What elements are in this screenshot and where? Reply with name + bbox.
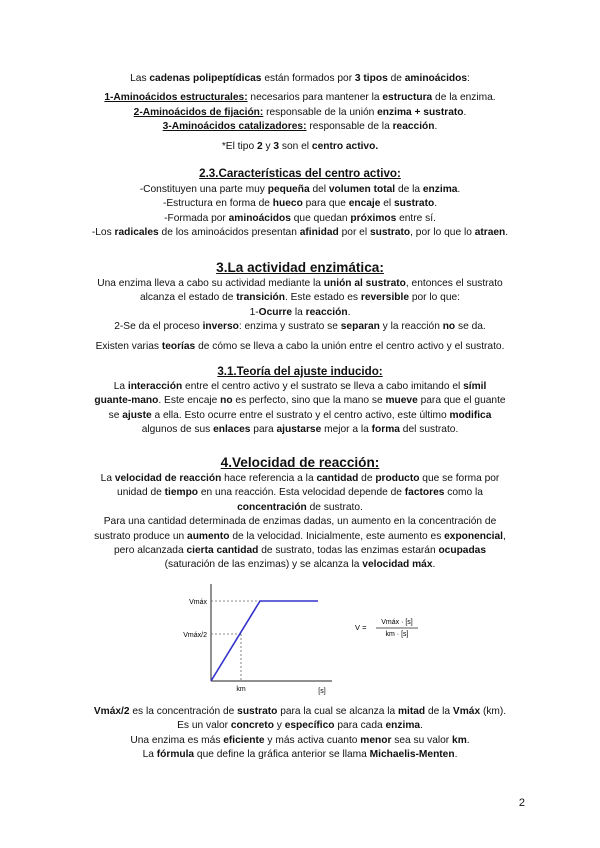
active-center-note: *El tipo 2 y 3 son el centro activo.	[221, 140, 379, 152]
section-3	[60, 259, 540, 354]
amino-type-3: 3-Aminoácidos catalizadores: responsable de la reacción.	[162, 121, 438, 133]
intro-line: Las cadenas polipeptídicas están formados por 3 tipos de aminoácidos:	[130, 73, 470, 84]
s4-line: La velocidad de reacción hace referencia a la cantidad de producto que se forma por	[100, 473, 500, 484]
s23-line: -Formada por aminoácidos que quedan próximos entre sí.	[164, 212, 436, 224]
s31-line: algunos de sus enlaces para ajustarse mejor a la forma del sustrato.	[141, 424, 459, 436]
after-line: Una enzima es más eficiente y más activa cuanto menor sea su valor km.	[130, 734, 470, 746]
s4-line: (saturación de las enzimas) y se alcanza la velocidad máx.	[164, 559, 436, 571]
section-3-heading: 3.La actividad enzimática:	[216, 260, 384, 275]
section-3-1-heading: 3.1.Teoría del ajuste inducido:	[217, 365, 383, 378]
s23-line: -Los radicales de los aminoácidos presentan afinidad por el sustrato, por lo que lo atraen.	[91, 227, 509, 239]
s4-line: sustrato produce un aumento de la velocidad. Inicialmente, este aumento es exponencial,	[94, 530, 506, 542]
amino-type-2: 2-Aminoácidos de fijación: responsable de la unión enzima + sustrato.	[133, 106, 467, 118]
s31-line: guante-mano. Este encaje no es perfecto, sino que la mano se mueve para que el guante	[94, 395, 506, 407]
km-explanation	[60, 705, 540, 763]
formula-lhs: V =	[355, 623, 367, 632]
section-4	[60, 454, 540, 573]
s3-line: 1-Ocurre la reacción.	[249, 306, 351, 318]
s3-line: 2-Se da el proceso inverso: enzima y sustrato se separan y la reacción no se da.	[114, 321, 486, 333]
intro-section	[60, 72, 540, 154]
s3-line: Existen varias teorías de cómo se lleva a cabo la unión entre el centro activo y el sustrato.	[95, 340, 505, 352]
km-axis-label: km	[236, 686, 246, 693]
section-3-1	[60, 364, 540, 438]
s31-line: La interacción entre el centro activo y el sustrato se lleva a cabo imitando el símil	[113, 381, 487, 392]
page-number: 2	[518, 797, 525, 809]
amino-type-1: 1-Aminoácidos estructurales: necesarios para mantener la estructura de la enzima.	[104, 92, 496, 104]
s4-line: pero alcanzada cierta cantidad de sustrato, todas las enzimas estarán ocupadas	[113, 545, 487, 557]
section-4-heading: 4.Velocidad de reacción:	[220, 455, 380, 470]
s3-line: Una enzima lleva a cabo su actividad mediante la unión al sustrato, entonces el sustrato	[97, 278, 503, 289]
vmax-axis-label: Vmáx	[189, 599, 207, 606]
section-2-3	[60, 166, 540, 241]
s3-line: alcanza el estado de transición. Este estado es reversible por lo que:	[139, 292, 460, 304]
s31-line: se ajuste a ella. Esto ocurre entre el sustrato y el centro activo, este último modifica	[108, 409, 492, 421]
michaelis-menten-graph	[160, 578, 460, 700]
section-2-3-heading: 2.3.Características del centro activo:	[199, 167, 401, 180]
s23-line: -Estructura en forma de hueco para que encaje el sustrato.	[162, 198, 438, 210]
after-line: La fórmula que define la gráfica anterior se llama Michaelis-Menten.	[142, 749, 458, 761]
after-line: Vmáx/2 es la concentración de sustrato para la cual se alcanza la mitad de la Vmáx (km).	[93, 706, 507, 717]
substrate-axis-label: [s]	[318, 688, 326, 695]
half-vmax-axis-label: Vmáx/2	[183, 632, 207, 639]
s4-line: concentración de sustrato.	[237, 501, 363, 513]
s4-line: Para una cantidad determinada de enzimas dadas, un aumento en la concentración de	[103, 516, 497, 528]
formula-denominator: km · [s]	[385, 631, 409, 638]
s4-line: unidad de tiempo en una reacción. Esta velocidad depende de factores como la	[117, 487, 483, 499]
formula-numerator: Vmáx · [s]	[381, 619, 413, 626]
s23-line: -Constituyen una parte muy pequeña del volumen total de la enzima.	[139, 184, 461, 195]
after-line: Es un valor concreto y específico para cada enzima.	[177, 720, 423, 732]
velocity-curve	[211, 601, 318, 681]
